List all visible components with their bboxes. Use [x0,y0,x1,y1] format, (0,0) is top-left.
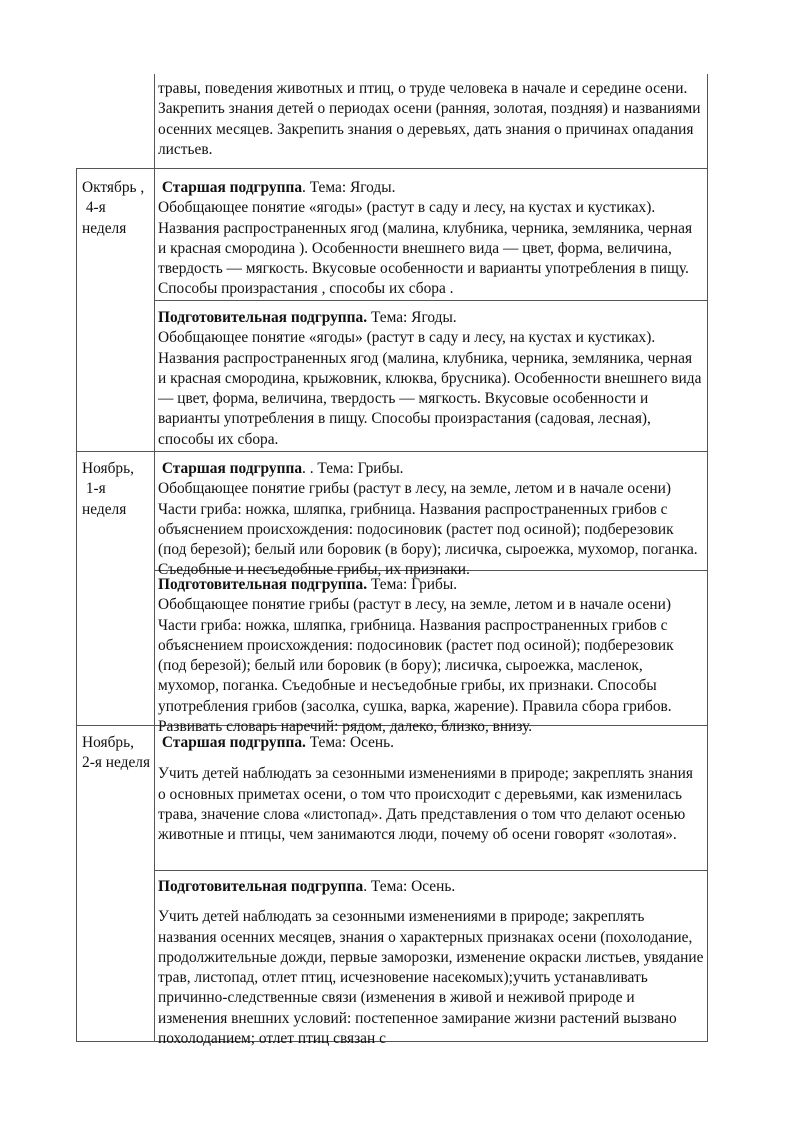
description: Обобщающее понятие «ягоды» (растут в саду и лесу, на кустах и кустиках). Названия распространенных ягод (малина, клубника, черника, земляника, черная и красная смородина, крыжовник, клюква, брусника). Особенности внешнего вида — цвет, форма, величина, твердость — мягкость. Вкусовые особенности и варианты употребления в пищу. Способы произрастания (садовая, лесная), способы их сбора. [158,329,702,448]
column-divider [154,74,155,1042]
topic: Тема: Грибы. [367,576,458,593]
subgroup-title: Подготовительная подгруппа. [158,309,368,326]
row-3-week [82,733,150,774]
topic: . . Тема: Грибы. [302,460,404,477]
topic: Тема: Осень. [305,734,395,751]
description: Учить детей наблюдать за сезонными изменениями в природе; закреплять названия осенних месяцев, знания о характерных признаках осени (похолодание, продолжительные дожди, первые заморозки, изменение окраски листьев, увядание трав, листопад, отлет птиц, исчезновение насекомых);учить устанавливать причинно-следственные связи (изменения в живой и неживой природе и изменения внешних условий: постепенное замирание жизни растений вызвано похолоданием; отлет птиц связан с [158,908,704,1048]
topic: . Тема: Осень. [363,878,456,895]
row-0-text: травы, поведения животных и птиц, о труде человека в начале и середине осени. Закрепить знания детей о периодах осени (ранняя, золотая, поздняя) и названиями осенних месяцев. Закрепить знания о деревьях, дать знания о причинах опадания листьев. [158,80,701,158]
row-3-senior [158,733,704,845]
subgroup-title: Подготовительная подгруппа [158,878,364,895]
subrow-divider [154,300,708,301]
table-border-left [76,168,77,1042]
week-label: Ноябрь, 1-я неделя [82,460,134,518]
description: Учить детей наблюдать за сезонными изменениями в природе; закреплять знания о основных приметах осени, о том что происходит с деревьями, как изменилась трава, значение слова «листопад». Дать представления о том что делают осенью животные и птицы, чем занимаются люди, почему об осени говорят «золотая». [158,765,693,844]
topic: . Тема: Ягоды. [302,179,396,196]
subrow-divider [154,870,708,871]
row-divider [76,168,708,169]
row-2-week [82,459,150,520]
row-1-senior [158,178,704,300]
row-divider [76,451,708,452]
subgroup-title: Старшая подгруппа [161,460,303,477]
topic: Тема: Ягоды. [367,309,457,326]
row-2-senior [158,459,704,581]
subgroup-title: Подготовительная подгруппа. [158,576,368,593]
week-label: Ноябрь, 2-я неделя [82,734,151,772]
week-label: Октябрь , 4-я неделя [82,179,145,237]
description: Обобщающее понятие «ягоды» (растут в саду и лесу, на кустах и кустиках). Названия распространенных ягод (малина, клубника, черника, земляника, черная и красная смородина ). Особенности внешнего вида — цвет, форма, величина, твердость — мягкость. Вкусовые особенности и варианты употребления в пищу. Способы произрастания , способы их сбора . [158,199,693,298]
description: Обобщающее понятие грибы (растут в лесу, на земле, летом и в начале осени) Части гриба: ножка, шляпка, грибница. Названия распространенных грибов с объяснением происхождения: подосиновик (растет под осиной); подберезовик (под березой); белый или боровик (в бору); лисичка, сыроежка, мухомор, поганка. Съедобные и несъедобные грибы, их признаки. [158,480,698,579]
plan-table [76,74,708,1048]
row-1-week [82,178,150,239]
row-1-prep [158,308,704,450]
table-border-right [707,74,708,1042]
row-3-prep [158,877,704,1049]
subgroup-title: Старшая подгруппа [161,179,303,196]
row-0-content [158,79,704,160]
row-2-prep [158,575,704,737]
description: Обобщающее понятие грибы (растут в лесу, на земле, летом и в начале осени) Части гриба: ножка, шляпка, грибница. Названия распространенных грибов с объяснением происхождения: подосиновик (растет под осиной); подберезовик (под березой); белый или боровик (в бору); лисичка, сыроежка, масленок, мухомор, поганка. Съедобные и несъедобные грибы, их признаки. Способы употребления грибов (засолка, сушка, варка, жарение). Правила сбора грибов. Развивать словарь наречий: рядом, далеко, близко, внизу. [158,596,674,736]
subgroup-title: Старшая подгруппа. [161,734,306,751]
